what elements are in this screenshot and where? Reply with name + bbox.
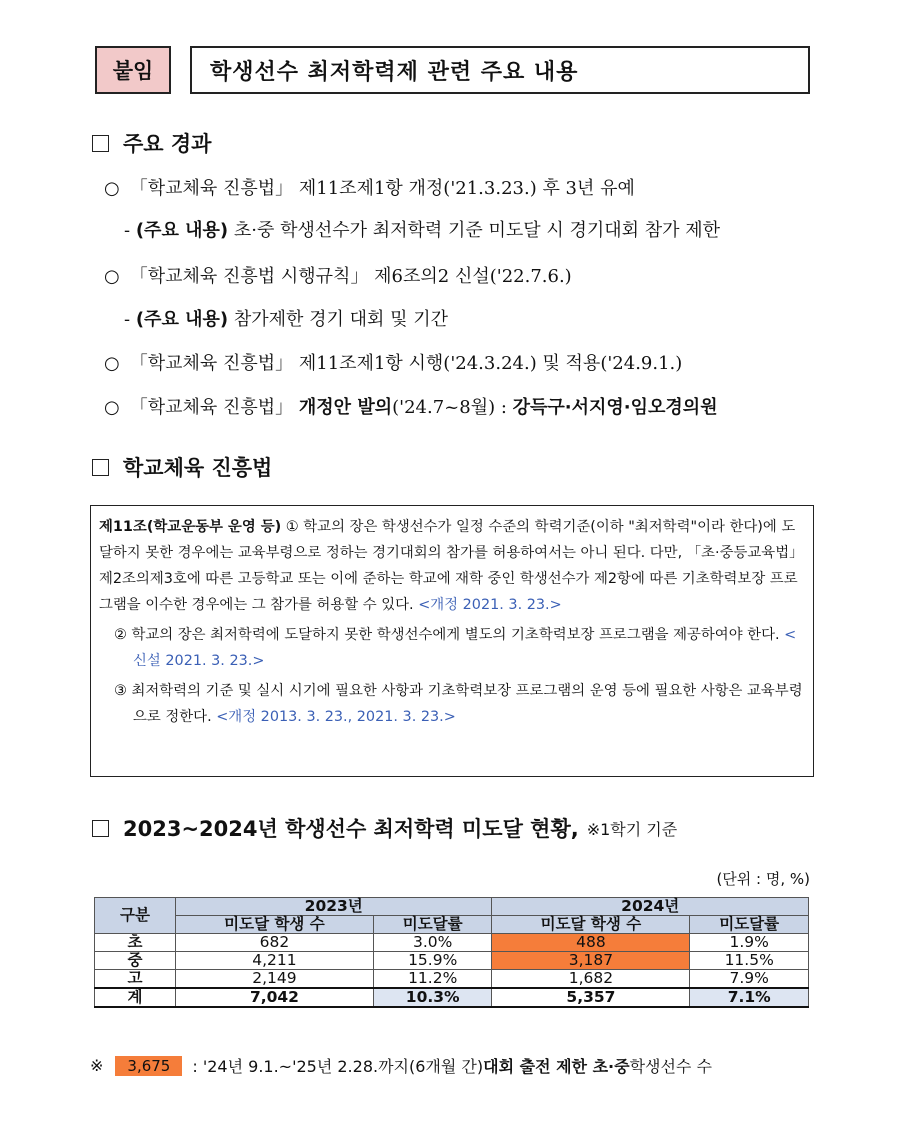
list-item-emphasis: 개정안 발의 xyxy=(298,397,393,418)
table-cell: 15.9% xyxy=(373,952,492,970)
table-cell: 7,042 xyxy=(176,988,374,1007)
table-header-category: 구분 xyxy=(95,898,176,934)
section-title-note: ※1학기 기준 xyxy=(586,819,678,839)
sub-item-text: 참가제한 경기 대회 및 기간 xyxy=(233,309,448,330)
table-cell-highlighted: 3,187 xyxy=(492,952,690,970)
page-title: 학생선수 최저학력제 관련 주요 내용 xyxy=(190,46,810,94)
table-cell: 4,211 xyxy=(176,952,374,970)
checkbox-square-icon xyxy=(92,820,109,837)
table-column-header: 미도달률 xyxy=(690,916,809,934)
table-column-header: 미도달 학생 수 xyxy=(492,916,690,934)
table-cell: 2,149 xyxy=(176,970,374,989)
table-cell-highlighted: 488 xyxy=(492,934,690,952)
list-item-text: 「학교체육 진흥법」 제11조제1항 시행('24.3.24.) 및 적용('24.9.1.) xyxy=(129,353,683,374)
note-mark: ※ xyxy=(90,1056,104,1075)
stats-table xyxy=(94,897,809,1008)
law-text: ① 학교의 장은 학생선수가 일정 수준의 학력기준(이하 "최저학력"이라 한다)에 도달하지 못한 경우에는 교육부령으로 정하는 경기대회의 참가를 허용하여서는 아니 된다. 다만, 「초·중등교육법」 제2조의제3호에 따른 고등학교 또는 이에 준하는 학교에 재학 중인 학생선수가 제2항에 따른 기초학력보장 프로그램을 이수한 경우에는 그 참가를 허용할 수 있다. xyxy=(99,519,804,613)
list-item xyxy=(104,262,572,288)
footnote xyxy=(90,1054,712,1077)
table-row xyxy=(95,934,809,952)
table-cell: 11.5% xyxy=(690,952,809,970)
table-cell: 1.9% xyxy=(690,934,809,952)
checkbox-square-icon xyxy=(92,459,109,476)
circle-bullet-icon: ○ xyxy=(104,178,120,199)
law-text: ② 학교의 장은 최저학력에 도달하지 못한 학생선수에게 별도의 기초학력보장 프로그램을 제공하여야 한다. xyxy=(114,627,785,643)
section-heading-law xyxy=(92,452,272,482)
note-text: 학생선수 수 xyxy=(629,1057,712,1076)
section-title: 2023~2024년 학생선수 최저학력 미도달 현황, xyxy=(123,817,579,841)
dash-bullet: - xyxy=(124,309,131,330)
section-title: 주요 경과 xyxy=(123,132,212,156)
list-item-text: ('24.7~8월) : xyxy=(392,397,513,418)
section-title: 학교체육 진흥법 xyxy=(123,456,273,480)
table-column-header: 미도달 학생 수 xyxy=(176,916,374,934)
attachment-tag: 붙임 xyxy=(95,46,171,94)
row-label: 고 xyxy=(95,970,176,989)
list-item-text: 「학교체육 진흥법」 xyxy=(129,397,299,418)
row-label: 계 xyxy=(95,988,176,1007)
table-row xyxy=(95,952,809,970)
list-item-text: 「학교체육 진흥법 시행규칙」 제6조의2 신설('22.7.6.) xyxy=(129,266,572,287)
section-heading-progress xyxy=(92,128,211,158)
law-paragraph-1 xyxy=(99,514,805,618)
table-total-row xyxy=(95,988,809,1007)
law-text: ③ 최저학력의 기준 및 실시 시기에 필요한 사항과 기초학력보장 프로그램의 운영 등에 필요한 사항은 교육부령으로 정한다. xyxy=(114,683,803,725)
list-item xyxy=(104,174,635,200)
list-item-text: 「학교체육 진흥법」 제11조제1항 개정('21.3.23.) 후 3년 유예 xyxy=(129,178,635,199)
table-cell: 682 xyxy=(176,934,374,952)
section-heading-stats xyxy=(92,813,677,843)
list-item xyxy=(104,349,682,375)
list-item xyxy=(104,393,718,419)
sub-item xyxy=(124,216,720,242)
sub-item-text: 초·중 학생선수가 최저학력 기준 미도달 시 경기대회 참가 제한 xyxy=(233,220,721,241)
dash-bullet: - xyxy=(124,220,131,241)
table-cell: 7.1% xyxy=(690,988,809,1007)
note-emphasis: 대회 출전 제한 초·중 xyxy=(483,1057,630,1076)
row-label: 초 xyxy=(95,934,176,952)
revision-note: <개정 2021. 3. 23.> xyxy=(418,597,562,613)
circle-bullet-icon: ○ xyxy=(104,397,120,418)
revision-note: <신설 2021. 3. 23.> xyxy=(133,627,797,669)
sub-item-label: (주요 내용) xyxy=(135,220,229,241)
unit-label: (단위 : 명, %) xyxy=(716,870,810,888)
table-cell: 1,682 xyxy=(492,970,690,989)
checkbox-square-icon xyxy=(92,135,109,152)
table-cell: 10.3% xyxy=(373,988,492,1007)
table-cell: 7.9% xyxy=(690,970,809,989)
law-paragraph-3 xyxy=(99,678,805,730)
law-article-heading: 제11조(학교운동부 운영 등) xyxy=(99,519,282,535)
list-item-emphasis: 강득구·서지영·임오경의원 xyxy=(512,397,718,418)
law-text-box xyxy=(90,505,814,777)
row-label: 중 xyxy=(95,952,176,970)
highlight-badge: 3,675 xyxy=(115,1056,182,1076)
sub-item xyxy=(124,305,448,331)
table-row xyxy=(95,970,809,989)
table-cell: 11.2% xyxy=(373,970,492,989)
table-header-year: 2023년 xyxy=(176,898,492,916)
sub-item-label: (주요 내용) xyxy=(135,309,229,330)
law-paragraph-2 xyxy=(99,622,805,674)
note-text: : '24년 9.1.~'25년 2.28.까지(6개월 간) xyxy=(192,1057,484,1076)
revision-note: <개정 2013. 3. 23., 2021. 3. 23.> xyxy=(216,709,456,725)
table-cell: 5,357 xyxy=(492,988,690,1007)
table-header-year: 2024년 xyxy=(492,898,809,916)
circle-bullet-icon: ○ xyxy=(104,266,120,287)
table-column-header: 미도달률 xyxy=(373,916,492,934)
table-cell: 3.0% xyxy=(373,934,492,952)
circle-bullet-icon: ○ xyxy=(104,353,120,374)
